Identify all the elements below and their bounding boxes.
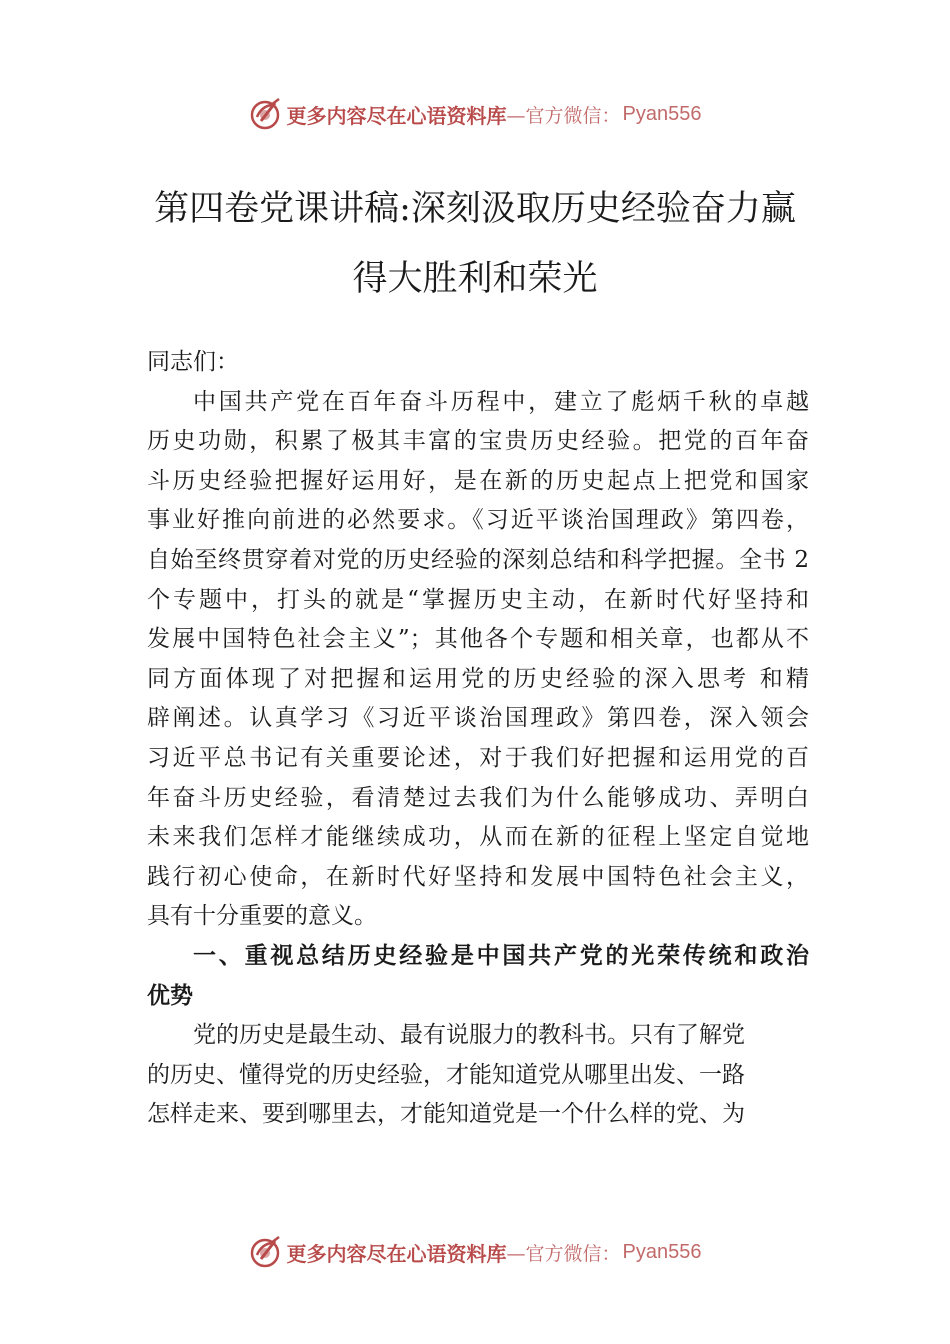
paragraph-line: 中国共产党在百年奋斗历程中，建立了彪炳千秋的卓越 — [193, 388, 809, 415]
banner-main-text: 更多内容尽在心语资料库 — [286, 1241, 507, 1266]
document-body — [147, 343, 809, 1135]
paragraph-line: 自始至终贯穿着对党的历史经验的深刻总结和科学把握。全书 2 — [147, 546, 809, 573]
heading-line: 优势 — [147, 982, 193, 1009]
section-heading-1 — [147, 937, 809, 1016]
paragraph-line: 同方面体现了对把握和运用党的历史经验的深入思考 和精 — [147, 665, 809, 692]
paragraph-line: 辟阐述。认真学习《习近平谈治国理政》第四卷，深入领会 — [147, 705, 809, 732]
pen-logo-icon — [249, 97, 283, 131]
paragraph-line: 习近平总书记有关重要论述，对于我们好把握和运用党的百 — [147, 744, 809, 771]
footer-watermark-banner — [0, 1232, 950, 1272]
pen-logo-icon — [249, 1235, 283, 1269]
paragraph-line: 个专题中，打头的就是“掌握历史主动，在新时代好坚持和 — [147, 586, 809, 613]
paragraph-line: 未来我们怎样才能继续成功，从而在新的征程上坚定自觉地 — [147, 824, 809, 851]
banner-sub-text: —官方微信： — [506, 104, 621, 127]
paragraph-line: 历史功勋，积累了极其丰富的宝贵历史经验。把党的百年奋 — [147, 428, 809, 455]
paragraph-line: 党的历史是最生动、最有说服力的教科书。只有了解党 — [193, 1022, 745, 1049]
salutation: 同志们： — [147, 349, 239, 375]
paragraph-line: 年奋斗历史经验，看清楚过去我们为什么能够成功、弄明白 — [147, 784, 809, 811]
title-line-1: 第四卷党课讲稿:深刻汲取历史经验奋力赢 — [154, 189, 796, 229]
paragraph-1 — [147, 383, 809, 937]
banner-sub-text: —官方微信： — [506, 1242, 621, 1265]
heading-line: 一、重视总结历史经验是中国共产党的光荣传统和政治 — [193, 942, 809, 969]
banner-main-text: 更多内容尽在心语资料库 — [286, 103, 507, 128]
title-line-2: 得大胜利和荣光 — [352, 259, 598, 299]
banner-wechat-id: Pyan556 — [622, 1240, 702, 1263]
header-watermark-banner — [0, 94, 950, 134]
paragraph-line: 发展中国特色社会主义”；其他各个专题和相关章，也都从不 — [147, 626, 809, 653]
paragraph-line: 怎样走来、要到哪里去，才能知道党是一个什么样的党、为 — [147, 1101, 745, 1128]
document-title — [140, 174, 810, 314]
paragraph-line: 的历史、懂得党的历史经验，才能知道党从哪里出发、一路 — [147, 1061, 745, 1088]
paragraph-line: 斗历史经验把握好运用好，是在新的历史起点上把党和国家 — [147, 467, 809, 494]
paragraph-line: 践行初心使命，在新时代好坚持和发展中国特色社会主义， — [147, 863, 809, 890]
banner-wechat-id: Pyan556 — [622, 102, 702, 125]
paragraph-2 — [147, 1016, 809, 1135]
paragraph-line: 具有十分重要的意义。 — [147, 903, 377, 930]
paragraph-line: 事业好推向前进的必然要求。《习近平谈治国理政》第四卷， — [147, 507, 809, 534]
